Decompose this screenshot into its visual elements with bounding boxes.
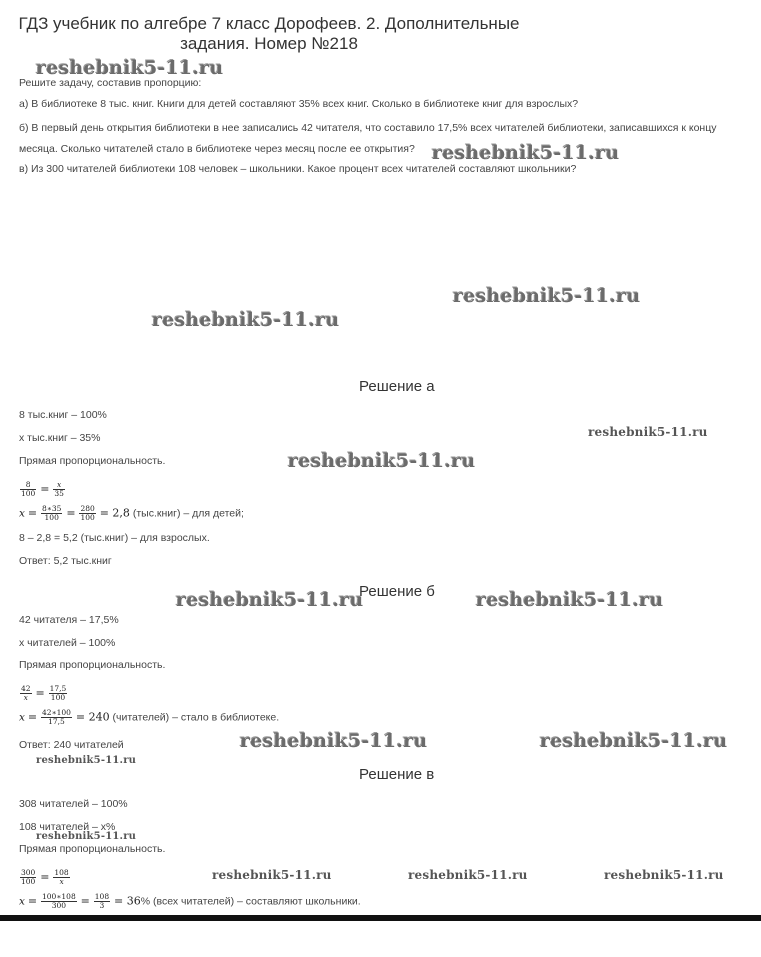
- watermark: reshebnik5-11.ru: [36, 57, 224, 79]
- bottom-divider: [0, 915, 761, 921]
- watermark: reshebnik5-11.ru: [604, 868, 724, 882]
- solution-c-proportion: $\frac{300}{100}$ = $\frac{108}{x}$: [21, 868, 69, 886]
- solution-b-proportion: $\frac{42}{x}$ = $\frac{17,5}{100}$: [21, 684, 67, 702]
- task-b-line1: б) В первый день открытия библиотеки в нее записались 42 читателя, что составило 17,5% всех читателей библиотеки, записавшихся к концу: [19, 122, 717, 134]
- solution-b-line3: Прямая пропорциональность.: [19, 659, 166, 671]
- watermark: reshebnik5-11.ru: [240, 730, 428, 752]
- solution-a-line1: 8 тыс.книг – 100%: [19, 409, 107, 421]
- solution-a-line5: 8 – 2,8 = 5,2 (тыс.книг) – для взрослых.: [19, 532, 210, 544]
- solution-c-heading: Решение в: [359, 766, 435, 783]
- solution-c-line3: Прямая пропорциональность.: [19, 843, 166, 855]
- task-a: а) В библиотеке 8 тыс. книг. Книги для детей составляют 35% всех книг. Сколько в библиотеке книг для взрослых?: [19, 98, 579, 110]
- solution-b-line2: x читателей – 100%: [19, 637, 116, 649]
- solution-c-line1: 308 читателей – 100%: [19, 798, 128, 810]
- solution-b-line1: 42 читателя – 17,5%: [19, 614, 119, 626]
- task-b-line2: месяца. Сколько читателей стало в библиотеке через месяц после ее открытия?: [19, 143, 415, 155]
- watermark: reshebnik5-11.ru: [288, 450, 476, 472]
- solution-a-proportion: $\frac{8}{100}$ = $\frac{x}{35}$: [21, 480, 64, 498]
- watermark: reshebnik5-11.ru: [176, 589, 364, 611]
- watermark: reshebnik5-11.ru: [36, 831, 137, 842]
- solution-c-line2: 108 читателей – x%: [19, 821, 116, 833]
- watermark: reshebnik5-11.ru: [152, 309, 340, 331]
- solution-a-answer: Ответ: 5,2 тыс.книг: [19, 555, 112, 567]
- watermark: reshebnik5-11.ru: [476, 589, 664, 611]
- solution-b-answer: Ответ: 240 читателей: [19, 739, 124, 751]
- solution-a-line2: x тыс.книг – 35%: [19, 432, 101, 444]
- solution-a-calc: x = $\frac{8∗35}{100}$ = $\frac{280}{100}$ = 2,8 (тыс.книг) – для детей;: [19, 504, 244, 522]
- solution-c-calc: x = $\frac{100∗108}{300}$ = $\frac{108}{3}$ = 36% (всех читателей) – составляют школьники.: [19, 892, 361, 910]
- solution-b-calc: x = $\frac{42∗100}{17,5}$ = 240 (читателей) – стало в библиотеке.: [19, 708, 280, 726]
- watermark: reshebnik5-11.ru: [408, 868, 528, 882]
- watermark: reshebnik5-11.ru: [453, 285, 641, 307]
- solution-b-heading: Решение б: [359, 583, 435, 600]
- task-intro: Решите задачу, составив пропорцию:: [19, 77, 202, 89]
- watermark: reshebnik5-11.ru: [432, 142, 620, 164]
- watermark: reshebnik5-11.ru: [212, 868, 332, 882]
- task-c: в) Из 300 читателей библиотеки 108 человек – школьники. Какое процент всех читателей составляют школьники?: [19, 163, 577, 175]
- solution-a-heading: Решение а: [359, 378, 435, 395]
- watermark: reshebnik5-11.ru: [540, 730, 728, 752]
- watermark: reshebnik5-11.ru: [588, 425, 708, 439]
- watermark: reshebnik5-11.ru: [36, 755, 137, 766]
- solution-a-line3: Прямая пропорциональность.: [19, 455, 166, 467]
- page-title: ГДЗ учебник по алгебре 7 класс Дорофеев. 2. Дополнительные задания. Номер №218: [18, 14, 520, 53]
